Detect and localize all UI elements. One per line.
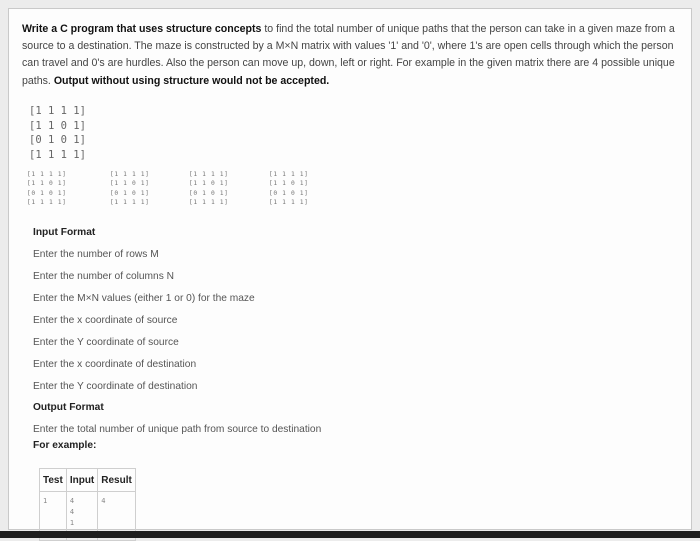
maze-matrix xyxy=(29,104,86,162)
header-test: Test xyxy=(40,469,67,492)
matrix-row: [0 1 0 1] xyxy=(29,134,86,147)
input-line: Enter the Y coordinate of source xyxy=(33,337,179,348)
matrix-row: [1 1 1 1] xyxy=(29,105,86,117)
cell-input: 4 4 1 xyxy=(66,492,97,541)
header-result: Result xyxy=(98,469,136,492)
input-line: Enter the M×N values (either 1 or 0) for the maze xyxy=(33,293,255,304)
matrix-row: [1 1 1 1] xyxy=(29,148,86,161)
document-page xyxy=(8,8,692,530)
question-lead: Write a C program that uses structure concepts xyxy=(22,23,262,35)
path-matrix-1: [1 1 1 1] [1 1 0 1] [0 1 0 1] [1 1 1 1] xyxy=(27,171,67,206)
bottom-bar xyxy=(0,531,700,538)
cell-result: 4 xyxy=(98,492,136,541)
header-input: Input xyxy=(66,469,97,492)
path-matrix-2: [1 1 1 1] [1 1 0 1] [0 1 0 1] [1 1 1 1] xyxy=(110,171,150,206)
path-matrix-4: [1 1 1 1] [1 1 0 1] [0 1 0 1] [1 1 1 1] xyxy=(269,171,309,206)
input-line: Enter the Y coordinate of destination xyxy=(33,381,198,392)
input-line: Enter the number of rows M xyxy=(33,249,159,260)
cell-test: 1 xyxy=(40,492,67,541)
matrix-row: [1 1 0 1] xyxy=(29,119,86,132)
question-text xyxy=(22,21,682,90)
table-header-row xyxy=(40,469,136,492)
input-line: Enter the x coordinate of source xyxy=(33,315,178,326)
question-body: to find the total number of unique paths that the person can take in a given maze from a source to a destination. The maze is constructed by a M×N matrix with values '1' and '0', where 1's are open cells through which the person can travel and 0's are hurdles. Also the person can move up, down, left or right. For example in the given matrix there are 4 possible unique paths. xyxy=(22,23,675,87)
input-format-heading: Input Format xyxy=(33,227,96,238)
output-line: Enter the total number of unique path from source to destination xyxy=(33,424,322,435)
output-format-heading: Output Format xyxy=(33,402,104,413)
question-requirement: Output without using structure would not be accepted. xyxy=(53,74,330,87)
example-label: For example: xyxy=(33,440,97,451)
input-line: Enter the number of columns N xyxy=(33,271,174,282)
path-matrix-3: [1 1 1 1] [1 1 0 1] [0 1 0 1] [1 1 1 1] xyxy=(189,171,229,206)
input-line: Enter the x coordinate of destination xyxy=(33,359,197,370)
